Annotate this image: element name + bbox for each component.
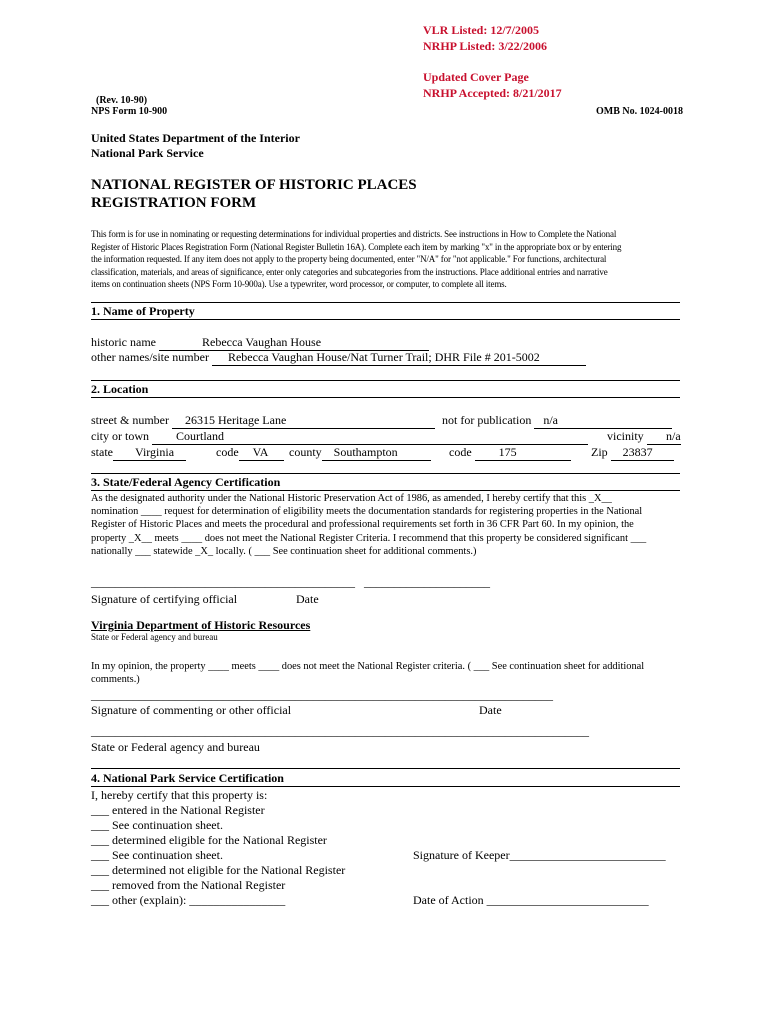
agency-block [91, 131, 300, 161]
keeper-label: Signature of Keeper [413, 848, 510, 862]
nps-item-not-eligible[interactable]: ___ determined not eligible for the National Register [91, 863, 346, 877]
state-code-field[interactable]: VA [239, 445, 284, 461]
city-row [91, 429, 588, 445]
instructions-line: items on continuation sheets (NPS Form 10-900a). Use a typewriter, word processor, or computer, to complete all items. [91, 279, 507, 289]
nps-item-entered[interactable]: ___ entered in the National Register [91, 803, 265, 817]
divider [91, 768, 680, 769]
city-field[interactable]: Courtland [152, 429, 588, 445]
agency2-line[interactable]: ___________________________________________________________________________________ [91, 724, 589, 738]
nps-intro: I, hereby certify that this property is: [91, 788, 268, 802]
not-publication-field[interactable]: n/a [534, 413, 672, 429]
street-label: street & number [91, 413, 169, 427]
section4-heading: 4. National Park Service Certification [91, 771, 284, 785]
section3-heading: 3. State/Federal Agency Certification [91, 475, 281, 489]
section1-heading: 1. Name of Property [91, 304, 195, 318]
keeper-row [407, 833, 666, 863]
zip-label: Zip [591, 445, 608, 459]
page-title [91, 176, 417, 212]
other-names-field[interactable]: Rebecca Vaughan House/Nat Turner Trail; DHR File # 201-5002 [212, 350, 586, 366]
county-code-row [449, 445, 571, 461]
historic-name-field[interactable]: Rebecca Vaughan House [159, 335, 429, 351]
not-publication-label: not for publication [442, 413, 532, 427]
certifying-signature-line[interactable]: ____________________________________________ _____________________ [91, 575, 490, 589]
action-label: Date of Action [413, 893, 484, 907]
state-row [91, 445, 186, 461]
agency-name: Virginia Department of Historic Resources [91, 618, 311, 632]
cert-line: Register of Historic Places and meets the procedural and professional requirements set forth in 36 CFR Part 60. In my opinion, the [91, 519, 634, 531]
opinion-paragraph [91, 660, 691, 686]
title-line2: REGISTRATION FORM [91, 195, 257, 211]
commenting-signature-label: Signature of commenting or other official [91, 703, 292, 717]
action-date-line[interactable]: ___________________________ [486, 893, 649, 907]
keeper-signature-line[interactable]: __________________________ [509, 848, 666, 862]
service: National Park Service [91, 146, 204, 160]
nps-item-continuation[interactable]: ___ See continuation sheet. [91, 848, 223, 862]
instructions [91, 228, 691, 291]
omb-number: OMB No. 1024-0018 [596, 106, 683, 117]
agency2-label: State or Federal agency and bureau [91, 740, 260, 754]
certification-paragraph [91, 492, 691, 558]
state-field[interactable]: Virginia [113, 445, 186, 461]
certifying-date-label: Date [296, 592, 319, 606]
cert-line: nomination ____ request for determination of eligibility meets the documentation standards for registering properties in the National [91, 506, 643, 518]
nps-item-eligible[interactable]: ___ determined eligible for the National Register [91, 833, 327, 847]
section2-heading: 2. Location [91, 382, 149, 396]
title-line1: NATIONAL REGISTER OF HISTORIC PLACES [91, 177, 417, 193]
not-publication-row [442, 413, 672, 429]
county-code-label: code [449, 445, 472, 459]
vlr-listed: VLR Listed: 12/7/2005 [423, 23, 540, 37]
nps-item-continuation[interactable]: ___ See continuation sheet. [91, 818, 223, 832]
county-label: county [289, 445, 322, 459]
nps-item-removed[interactable]: ___ removed from the National Register [91, 878, 286, 892]
historic-name-label: historic name [91, 335, 156, 349]
county-code-field[interactable]: 175 [475, 445, 571, 461]
zip-row [591, 445, 674, 461]
vicinity-row [607, 429, 681, 445]
action-row [407, 878, 649, 908]
vicinity-field[interactable]: n/a [647, 429, 681, 445]
other-names-row [91, 350, 586, 366]
nps-item-list [91, 803, 345, 908]
divider [91, 302, 680, 303]
code-label: code [216, 445, 239, 459]
divider [91, 786, 680, 787]
state-code-row [216, 445, 284, 461]
divider [91, 490, 680, 491]
divider [91, 473, 680, 474]
nrhp-accepted: NRHP Accepted: 8/21/2017 [423, 86, 562, 100]
commenting-signature-line[interactable]: _____________________________________________________________________________ [91, 688, 553, 702]
rev-label: (Rev. 10-90) [96, 95, 148, 106]
commenting-date-label: Date [479, 703, 502, 717]
street-field[interactable]: 26315 Heritage Lane [172, 413, 435, 429]
nps-item-other[interactable]: ___ other (explain): ________________ [91, 893, 286, 907]
cert-line: property _X__ meets ____ does not meet the National Register Criteria. I recommend that this property be considered significant ___ [91, 532, 647, 544]
city-label: city or town [91, 429, 149, 443]
street-row [91, 413, 435, 429]
cert-line: As the designated authority under the National Historic Preservation Act of 1986, as amended, I hereby certify that this _X__ [91, 493, 612, 504]
cert-line: nationally ___ statewide _X_ locally. ( ___ See continuation sheet for additional comments.) [91, 545, 477, 557]
nrhp-listed: NRHP Listed: 3/22/2006 [423, 39, 548, 53]
other-names-label: other names/site number [91, 350, 209, 364]
opinion-line: comments.) [91, 674, 140, 686]
state-label: state [91, 445, 113, 459]
divider [91, 380, 680, 381]
historic-name-row [91, 335, 429, 351]
divider [91, 319, 680, 320]
certifying-signature-label: Signature of certifying official [91, 592, 238, 606]
county-row [289, 445, 431, 461]
zip-field[interactable]: 23837 [611, 445, 674, 461]
instructions-line: This form is for use in nominating or requesting determinations for individual properties and districts. See instructions in How to Complete the National [91, 229, 617, 239]
form-number: NPS Form 10-900 [91, 106, 168, 117]
agency-caption: State or Federal agency and bureau [91, 632, 218, 642]
instructions-line: the information requested. If any item does not apply to the property being documented, enter "N/A" for "not applicable." For functions, architectural [91, 254, 607, 264]
opinion-line: In my opinion, the property ____ meets ____ does not meet the National Register criteria. ( ___ See continuation sheet for additional [91, 661, 645, 672]
vicinity-label: vicinity [607, 429, 644, 443]
instructions-line: Register of Historic Places Registration Form (National Register Bulletin 16A). Complete each item by marking "x" in the appropriate box or by entering [91, 241, 622, 252]
divider [91, 397, 680, 398]
county-field[interactable]: Southampton [322, 445, 431, 461]
department: United States Department of the Interior [91, 131, 300, 145]
updated-cover: Updated Cover Page [423, 70, 529, 84]
instructions-line: classification, materials, and areas of significance, enter only categories and subcategories from the instructions. Place additional entries and narrative [91, 266, 608, 277]
